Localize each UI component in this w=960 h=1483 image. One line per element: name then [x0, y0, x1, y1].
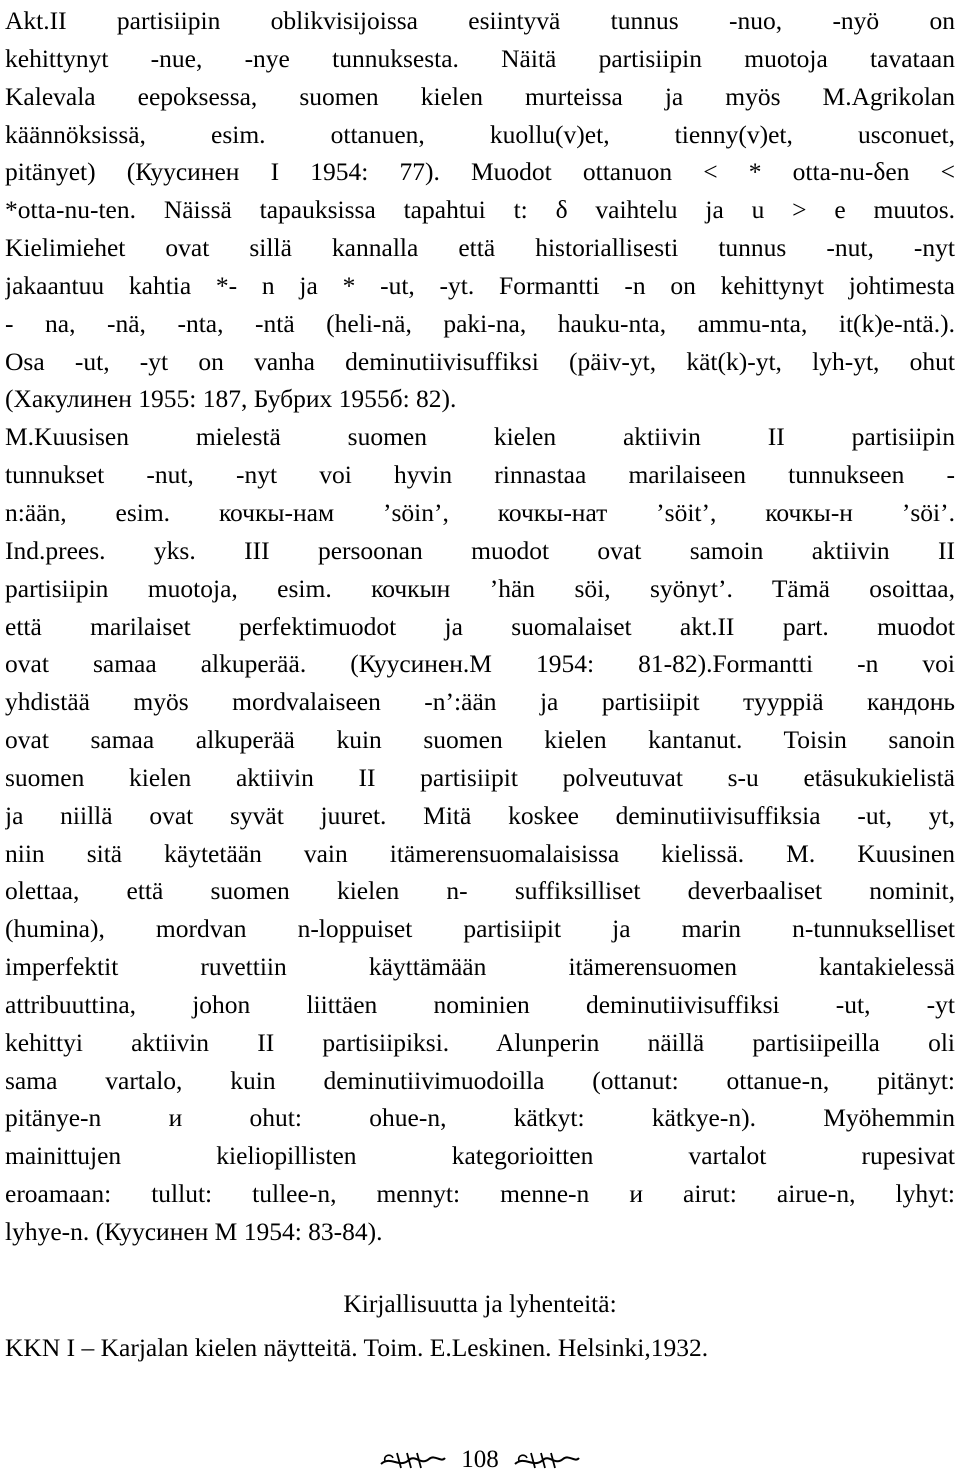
flourish-ornament-right-icon — [513, 1449, 581, 1471]
text-line: niin sitä käytetään vain itämerensuomalaisissa kielissä. M. Kuusinen — [5, 838, 955, 868]
text-line: lyhye-n. (Куусинен М 1954: 83-84). — [5, 1217, 383, 1246]
text-line: käännöksissä, esim. ottanuen, kuollu(v)et, tienny(v)et, usconuet, — [5, 119, 955, 149]
text-line: - na, -nä, -nta, -ntä (heli-nä, paki-na, hauku-nta, ammu-nta, it(k)e-ntä.). — [5, 308, 955, 338]
text-line: ja niillä ovat syvät juuret. Mitä koskee deminutiivisuffiksia -ut, yt, — [5, 800, 955, 830]
text-line: tunnukset -nut, -nyt voi hyvin rinnastaa marilaiseen tunnukseen - — [5, 460, 955, 490]
text-line: pitänyet) (Куусинен I 1954: 77). Muodot ottanuon < * otta-nu-δen < — [5, 157, 955, 187]
text-line: (humina), mordvan n-loppuiset partisiipit ja marin n-tunnukselliset — [5, 914, 955, 944]
text-line: Akt.II partisiipin oblikvisijoissa esiintyvä tunnus -nuo, -nyö on — [5, 6, 955, 35]
text-line: kehittyi aktiivin II partisiipiksi. Alunperin näillä partisiipeilla oli — [5, 1027, 955, 1057]
text-line: Kalevala eepoksessa, suomen kielen murteissa ja myös M.Agrikolan — [5, 81, 955, 111]
text-line: M.Kuusisen mielestä suomen kielen aktiivin II partisiipin — [5, 422, 955, 452]
text-line: olettaa, että suomen kielen n- suffiksilliset deverbaaliset nominit, — [5, 876, 955, 906]
text-line: Ind.prees. yks. III persoonan muodot ovat samoin aktiivin II — [5, 535, 955, 565]
flourish-ornament-left-icon — [379, 1449, 447, 1471]
text-line: suomen kielen aktiivin II partisiipit polveutuvat s-u etäsukukielistä — [5, 762, 955, 792]
text-line: Osa -ut, -yt on vanha deminutiivisuffiksi (päiv-yt, kät(k)-yt, lyh-yt, ohut — [5, 346, 955, 376]
body-text — [5, 2, 955, 1251]
text-line: yhdistää myös mordvalaiseen -n’:ään ja partisiipit тyyppiä кандонь — [5, 687, 955, 717]
text-line: imperfektit ruvettiin käyttämään itämerensuomen kantakielessä — [5, 952, 955, 982]
page-number: 108 — [461, 1446, 499, 1473]
text-line: *otta-nu-ten. Näissä tapauksissa tapahtui t: δ vaihtelu ja u > e muutos. — [5, 195, 955, 225]
text-line: jakaantuu kahtia *- n ja * -ut, -yt. Formantti -n on kehittynyt johtimesta — [5, 270, 955, 300]
text-line: sama vartalo, kuin deminutiivimuodoilla (ottanut: ottanue-n, pitänyt: — [5, 1065, 955, 1095]
references-heading: Kirjallisuutta ja lyhenteitä: — [343, 1289, 617, 1318]
text-line: eroamaan: tullut: tullee-n, mennyt: menne-n и airut: airue-n, lyhyt: — [5, 1179, 955, 1209]
reference-entry: KKN I – Karjalan kielen näytteitä. Toim. E.Leskinen. Helsinki,1932. — [5, 1333, 709, 1362]
text-line: partisiipin muotoja, esim. кочкын ’hän söi, syönyt’. Tämä osoittaa, — [5, 573, 955, 603]
page-footer — [0, 1440, 960, 1480]
text-line: ovat samaa alkuperää kuin suomen kielen kantanut. Toisin sanoin — [5, 725, 955, 755]
text-line: attribuuttina, johon liittäen nominien deminutiivisuffiksi -ut, -yt — [5, 989, 955, 1019]
text-line: pitänye-n и ohut: ohue-n, kätkyt: kätkye-n). Myöhemmin — [5, 1103, 955, 1133]
text-line: kehittynyt -nue, -nye tunnuksesta. Näitä partisiipin muotoja tavataan — [5, 43, 955, 73]
text-line: ovat samaa alkuperää. (Куусинен.М 1954: 81-82).Formantti -n voi — [5, 649, 955, 679]
text-line: (Хакулинен 1955: 187, Бубрих 1955б: 82). — [5, 384, 457, 414]
text-line: että marilaiset perfektimuodot ja suomalaiset akt.II part. muodot — [5, 611, 955, 641]
text-line: mainittujen kieliopillisten kategorioitten vartalot rupesivat — [5, 1141, 955, 1171]
text-line: n:ään, esim. кочкы-нам ’söin’, кочкы-нат ’söit’, кочкы-н ’söi’. — [5, 497, 955, 527]
text-line: Kielimiehet ovat sillä kannalla että historiallisesti tunnus -nut, -nyt — [5, 233, 955, 263]
